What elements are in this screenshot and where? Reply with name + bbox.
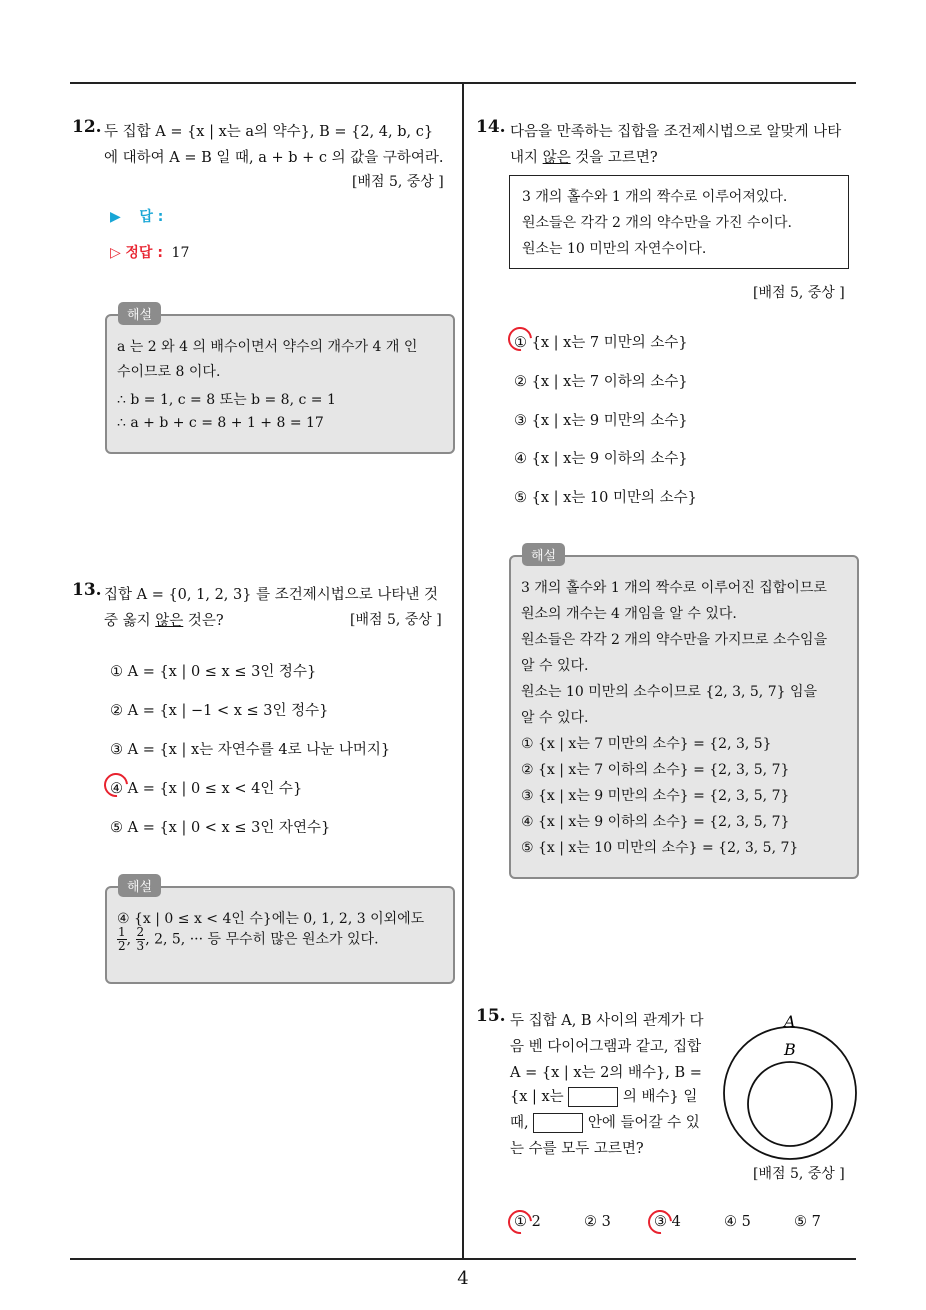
question-text-line: 두 집합 A, B 사이의 관계가 다: [510, 1013, 704, 1029]
explanation-tag: 해설: [118, 874, 161, 897]
page-number: 4: [457, 1268, 469, 1289]
explanation-line: 수이므로 8 이다.: [117, 364, 221, 380]
venn-set-b: [748, 1062, 832, 1146]
column-divider: [462, 84, 464, 1259]
explanation-line: 알 수 있다.: [521, 658, 589, 674]
question-text-line: 때, 안에 들어갈 수 있: [510, 1115, 700, 1131]
blank-box: [568, 1087, 618, 1107]
score-label: [배점 5, 중상 ]: [352, 174, 444, 190]
explanation-line: ∴ b = 1, c = 8 또는 b = 8, c = 1: [117, 392, 336, 408]
option-1[interactable]: ① 2: [514, 1214, 541, 1230]
blank-box: [533, 1113, 583, 1133]
question-text-line: 중 옳지 않은 것은?: [104, 613, 224, 629]
venn-diagram: [718, 1010, 864, 1165]
question-text-line: A = {x | x는 2의 배수}, B =: [510, 1065, 702, 1081]
correct-answer-row: [110, 242, 189, 262]
condition-line: 3 개의 홀수와 1 개의 짝수로 이루어져있다.: [522, 189, 788, 205]
bottom-rule: [70, 1258, 856, 1260]
explanation-line: ② {x | x는 7 이하의 소수} = {2, 3, 5, 7}: [521, 762, 790, 778]
correct-answer-value: 17: [171, 245, 190, 261]
option-2[interactable]: ② {x | x는 7 이하의 소수}: [514, 374, 688, 390]
option-1[interactable]: ① {x | x는 7 미만의 소수}: [514, 335, 688, 351]
option-5[interactable]: ⑤ A = {x | 0 < x ≤ 3인 자연수}: [110, 820, 331, 836]
question-text-line: 두 집합 A = {x | x는 a의 약수}, B = {2, 4, b, c}: [104, 124, 434, 140]
explanation-line: 3 개의 홀수와 1 개의 짝수로 이루어진 집합이므로: [521, 580, 827, 596]
question-number: 13.: [72, 580, 102, 600]
question-text-line: 는 수를 모두 고르면?: [510, 1141, 644, 1157]
explanation-line: ∴ a + b + c = 8 + 1 + 8 = 17: [117, 415, 324, 431]
condition-line: 원소는 10 미만의 자연수이다.: [522, 241, 707, 257]
explanation-line: ④ {x | x는 9 이하의 소수} = {2, 3, 5, 7}: [521, 814, 790, 830]
option-3[interactable]: ③ {x | x는 9 미만의 소수}: [514, 413, 688, 429]
option-2[interactable]: ② 3: [584, 1214, 611, 1230]
option-4[interactable]: ④ 5: [724, 1214, 751, 1230]
score-label: [배점 5, 중상 ]: [350, 612, 442, 628]
explanation-box: [105, 314, 455, 454]
question-text-line: {x | x는 의 배수} 일: [510, 1089, 698, 1105]
score-label: [배점 5, 중상 ]: [753, 1166, 845, 1182]
fraction: $\frac{1}{2}$: [118, 925, 126, 953]
question-text-line: 음 벤 다이어그램과 같고, 집합: [510, 1039, 702, 1055]
explanation-line: 알 수 있다.: [521, 710, 589, 726]
explanation-line: 원소들은 각각 2 개의 약수만을 가지므로 소수임을: [521, 632, 828, 648]
explanation-line: $\frac{1}{2}$ , $\frac{2}{3}$ , 2, 5, ··· 등 무수히 많은 원소가 있다.: [118, 925, 379, 953]
question-text-line: 다음을 만족하는 집합을 조건제시법으로 알맞게 나타: [510, 124, 842, 140]
answer-label: 답 :: [139, 209, 164, 225]
condition-line: 원소들은 각각 2 개의 약수만을 가진 수이다.: [522, 215, 792, 231]
venn-label-a: A: [784, 1012, 796, 1031]
option-5[interactable]: ⑤ 7: [794, 1214, 821, 1230]
option-2[interactable]: ② A = {x | −1 < x ≤ 3인 정수}: [110, 703, 329, 719]
answer-row: [110, 206, 163, 226]
explanation-line: ① {x | x는 7 미만의 소수} = {2, 3, 5}: [521, 736, 772, 752]
option-5[interactable]: ⑤ {x | x는 10 미만의 소수}: [514, 490, 697, 506]
selected-circle-icon: [503, 1205, 537, 1239]
explanation-box: [105, 886, 455, 984]
explanation-line: a 는 2 와 4 의 배수이면서 약수의 개수가 4 개 인: [117, 339, 418, 355]
explanation-line: ③ {x | x는 9 미만의 소수} = {2, 3, 5, 7}: [521, 788, 790, 804]
correct-answer-label: 정답 :: [125, 245, 163, 261]
play-icon: ▶: [110, 209, 121, 225]
option-4[interactable]: ④ {x | x는 9 이하의 소수}: [514, 451, 688, 467]
question-number: 15.: [476, 1006, 506, 1026]
question-number: 14.: [476, 117, 506, 137]
question-text-line: 집합 A = {0, 1, 2, 3} 를 조건제시법으로 나타낸 것: [104, 587, 438, 603]
explanation-tag: 해설: [522, 543, 565, 566]
explanation-line: ⑤ {x | x는 10 미만의 소수} = {2, 3, 5, 7}: [521, 840, 799, 856]
explanation-line: 원소의 개수는 4 개임을 알 수 있다.: [521, 606, 737, 622]
explanation-tag: 해설: [118, 302, 161, 325]
selected-circle-icon: [643, 1205, 677, 1239]
question-text-line: 내지 않은 것을 고르면?: [510, 150, 658, 166]
play-outline-icon: ▷: [110, 245, 121, 261]
option-3[interactable]: ③ A = {x | x는 자연수를 4로 나눈 나머지}: [110, 742, 391, 758]
explanation-box: [509, 555, 859, 879]
score-label: [배점 5, 중상 ]: [753, 285, 845, 301]
question-text-line: 에 대하여 A = B 일 때, a + b + c 의 값을 구하여라.: [104, 150, 444, 166]
condition-box: [509, 175, 849, 269]
explanation-line: ④ {x | 0 ≤ x < 4인 수}에는 0, 1, 2, 3 이외에도: [117, 911, 425, 927]
fraction: $\frac{2}{3}$: [136, 925, 145, 953]
explanation-line: 원소는 10 미만의 소수이므로 {2, 3, 5, 7} 임을: [521, 684, 818, 700]
venn-label-b: B: [784, 1040, 796, 1059]
option-1[interactable]: ① A = {x | 0 ≤ x ≤ 3인 정수}: [110, 664, 317, 680]
option-4[interactable]: ④ A = {x | 0 ≤ x < 4인 수}: [110, 781, 303, 797]
question-number: 12.: [72, 117, 102, 137]
option-3[interactable]: ③ 4: [654, 1214, 681, 1230]
